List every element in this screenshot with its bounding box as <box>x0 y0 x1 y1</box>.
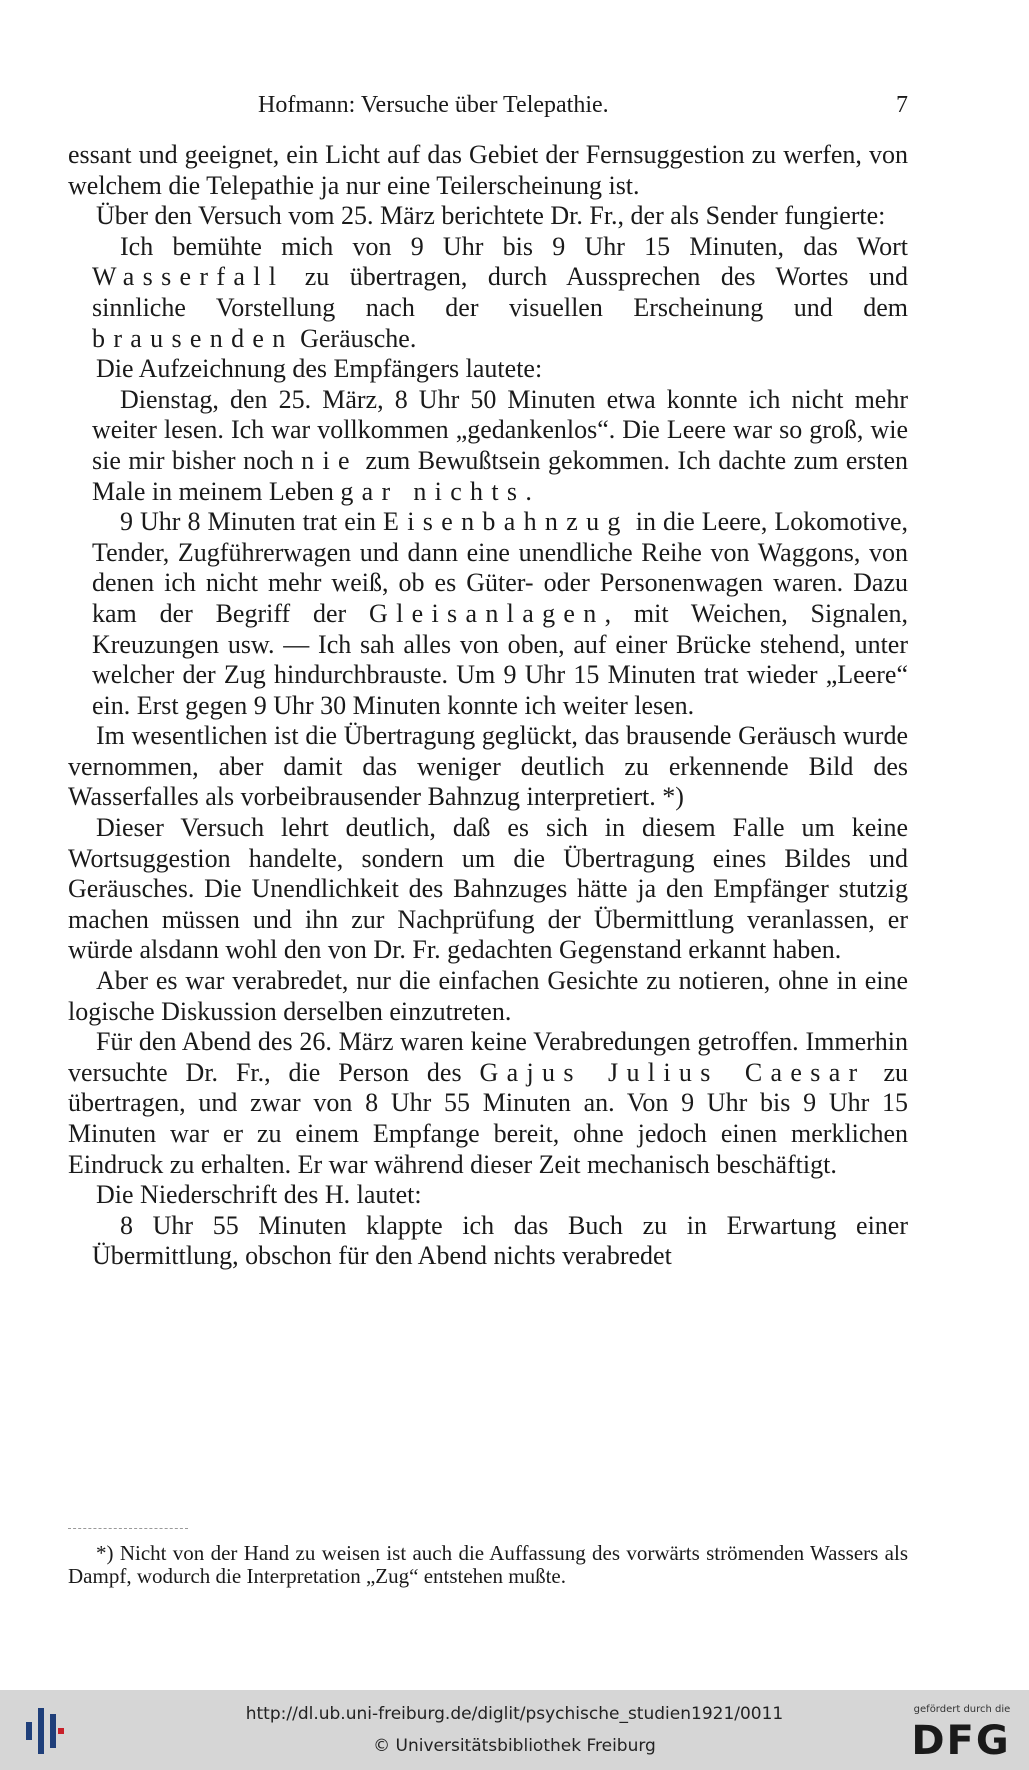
text-run: Geräusche. <box>300 323 417 353</box>
paragraph: Im wesentlichen ist die Übertragung geglückt, das brausende Geräusch wurde vernommen, aber damit das weniger deutlich zu erkennende Bild des Wasserfalles als vorbeibrausender Bahnzug interpretiert. *) <box>68 721 908 812</box>
spaced-word: nie <box>301 445 358 475</box>
text-run: , mit Weichen, Signalen, Kreuzungen usw. — Ich sah alles von oben, auf einer Brücke stehend, unter welcher der Zug hindurchbrauste. Um 9 Uhr 15 Minuten trat wieder „Leere“ ein. Erst gegen 9 Uhr 30 Minuten konnte ich weiter lesen. <box>92 598 909 720</box>
text-run: in die Leere, Lokomotive, Tender, Zugführerwagen und dann eine unendliche Reihe von Waggons, von denen ich nicht mehr weiß, ob es Güter- oder Personenwagen waren. Dazu kam der Begriff der <box>92 507 909 628</box>
spaced-word: gar nichts <box>340 476 526 506</box>
spaced-word: brausenden <box>92 323 294 353</box>
dfg-logo: DFG <box>911 1718 1011 1764</box>
text-run: zu übertragen, und zwar von 8 Uhr 55 Minuten an. Von 9 Uhr bis 9 Uhr 15 Minuten war er zu einem Empfange bereit, ohne jedoch einen merklichen Eindruck zu erhalten. Er war während dieser Zeit mechanisch beschäftigt. <box>68 1057 908 1179</box>
body-text <box>68 140 908 1272</box>
text-run: Dienstag, den 25. März, 8 Uhr 50 Minuten etwa konnte ich nicht mehr weiter lesen. Ich war vollkommen „gedankenlos“. Die Leere war so groß, wie sie mir bisher noch <box>92 384 908 475</box>
text-run: . <box>525 476 532 506</box>
quoted-paragraph: 8 Uhr 55 Minuten klappte ich das Buch zu in Erwartung einer Übermittlung, obschon für den Abend nichts verabredet <box>92 1210 908 1271</box>
paragraph: Die Aufzeichnung des Empfängers lautete: <box>96 354 543 384</box>
text-run: 9 Uhr 8 Minuten trat ein <box>120 507 377 537</box>
paragraph: Die Niederschrift des H. lautet: <box>96 1180 422 1210</box>
spaced-word: Gajus Julius Caesar <box>479 1057 866 1087</box>
quoted-paragraph <box>68 232 908 354</box>
quoted-paragraph <box>68 385 908 507</box>
running-title: Hofmann: Versuche über Telepathie. <box>258 92 609 118</box>
copyright-notice: © Universitätsbibliothek Freiburg <box>373 1736 656 1756</box>
text-run: zum Bewußtsein gekommen. Ich dachte zum ersten Male in meinem Leben <box>92 445 909 506</box>
viewer-footer-bar <box>0 1690 1029 1770</box>
quoted-paragraph <box>68 507 908 721</box>
paragraph: essant und geeignet, ein Licht auf das Gebiet der Fernsuggestion zu werfen, von welchem die Telepathie ja nur eine Teilerscheinung ist. <box>68 140 908 200</box>
footnote-text: *) Nicht von der Hand zu weisen ist auch die Auffassung des vorwärts strömenden Wassers als Dampf, wodurch die Interpretation „Zug“ entstehen mußte. <box>68 1541 908 1588</box>
spaced-word: Gleisanlagen <box>369 598 605 628</box>
footnote <box>68 1542 908 1588</box>
spaced-word: Wasserfall <box>92 262 285 292</box>
page-number: 7 <box>896 92 908 118</box>
permalink-url[interactable]: http://dl.ub.uni-freiburg.de/diglit/psychische_studien1921/0011 <box>245 1704 784 1724</box>
paragraph: Aber es war verabredet, nur die einfachen Gesichte zu notieren, ohne in eine logische Diskussion derselben einzutreten. <box>68 966 908 1026</box>
dfg-tagline: gefördert durch die <box>913 1704 1011 1715</box>
paragraph: Über den Versuch vom 25. März berichtete Dr. Fr., der als Sender fungierte: <box>96 201 886 231</box>
spaced-word: Eisenbahnzug <box>383 507 629 537</box>
text-run: Ich bemühte mich von 9 Uhr bis 9 Uhr 15 Minuten, das Wort <box>120 231 908 261</box>
text-run: zu übertragen, durch Aussprechen des Wortes und sinnliche Vorstellung nach der visuellen Erscheinung und dem <box>92 262 908 322</box>
text-run: Für den Abend des 26. März waren keine Verabredungen getroffen. Immerhin versuchte Dr. Fr., die Person des <box>68 1027 908 1087</box>
paragraph: Dieser Versuch lehrt deutlich, daß es sich in diesem Falle um keine Wortsuggestion handelte, sondern um die Übertragung eines Bildes und Geräusches. Die Unendlichkeit des Bahnzuges hätte ja den Empfänger stutzig machen müssen und ihn zur Nachprüfung der Übermittlung veranlassen, er würde alsdann wohl den von Dr. Fr. gedachten Gegenstand erkannt haben. <box>68 813 908 965</box>
running-header <box>68 92 908 124</box>
paragraph <box>68 1027 908 1180</box>
footnote-rule <box>68 1528 188 1531</box>
